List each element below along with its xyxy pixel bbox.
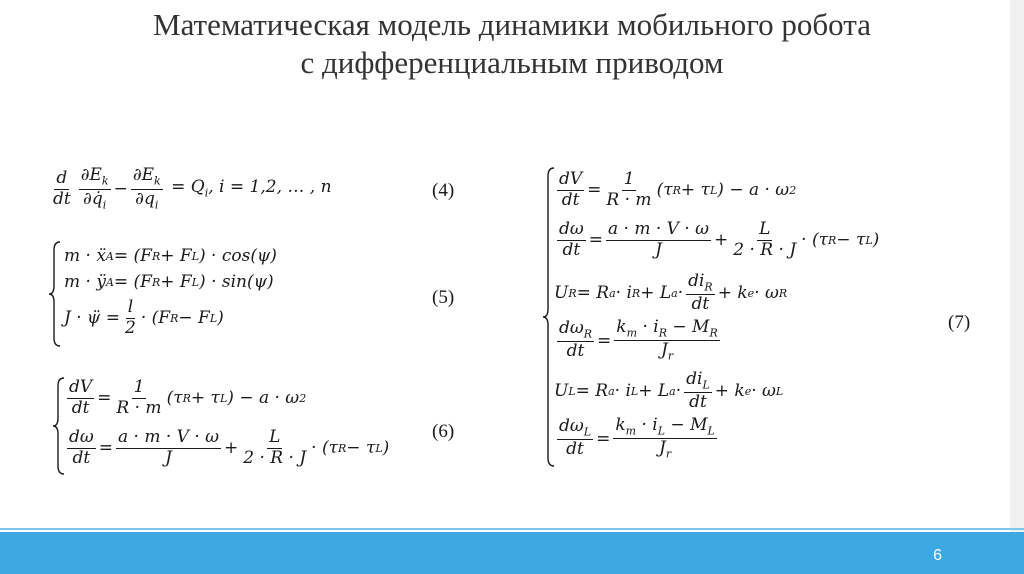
equation-number-7: (7) xyxy=(948,312,971,333)
footer-bar xyxy=(0,532,1024,574)
equation-system-5: m · ẍ A = (F R + F L ) · cos(ψ) m · ÿ A = (F R + F L ) · sin(ψ) J · ψ̈ = l 2 · (F R − F L ) xyxy=(48,240,348,348)
title-line-1: Математическая модель динамики мобильного робота xyxy=(153,7,871,42)
equation-system-7: dV dt = 1 R · m (τ R + τ L ) − a · ω 2 dω dt = a · m · V · ω J + L 2 · R · J · (τ R − τ L ) U R = R a · i R + L a · $di_R$ dt + k e · ω R $d\omega_R$ dt = $k_m \cdot i_R - M_R$ $J_r$ U L = R a · i L + L a · $di_L$ dt + k e · ω L $d\omega_L$ dt = $k_m \cdot i_L - M_L$ $J_r$ xyxy=(542,166,902,468)
equation-number-4: (4) xyxy=(432,180,455,201)
slide-title xyxy=(0,6,1024,82)
equation-system-6: dV dt = 1 R · m (τ R + τ L ) − a · ω 2 dω dt = a · m · V · ω J + L 2 · R · J · (τ R − τ L ) xyxy=(52,376,412,476)
title-line-2: с дифференциальным приводом xyxy=(300,45,724,80)
left-brace-icon xyxy=(48,240,62,348)
equation-number-5: (5) xyxy=(432,287,455,308)
equation-4: d dt $\partial E_k$ $\partial q̇_i$ − $\frac{\partial E_k}{\partial q_i}$ = $Q_i$, i = 1,2, … , n xyxy=(53,165,332,211)
footer-divider xyxy=(0,528,1024,530)
equation-number-6: (6) xyxy=(432,421,455,442)
page-number: 6 xyxy=(933,547,942,564)
